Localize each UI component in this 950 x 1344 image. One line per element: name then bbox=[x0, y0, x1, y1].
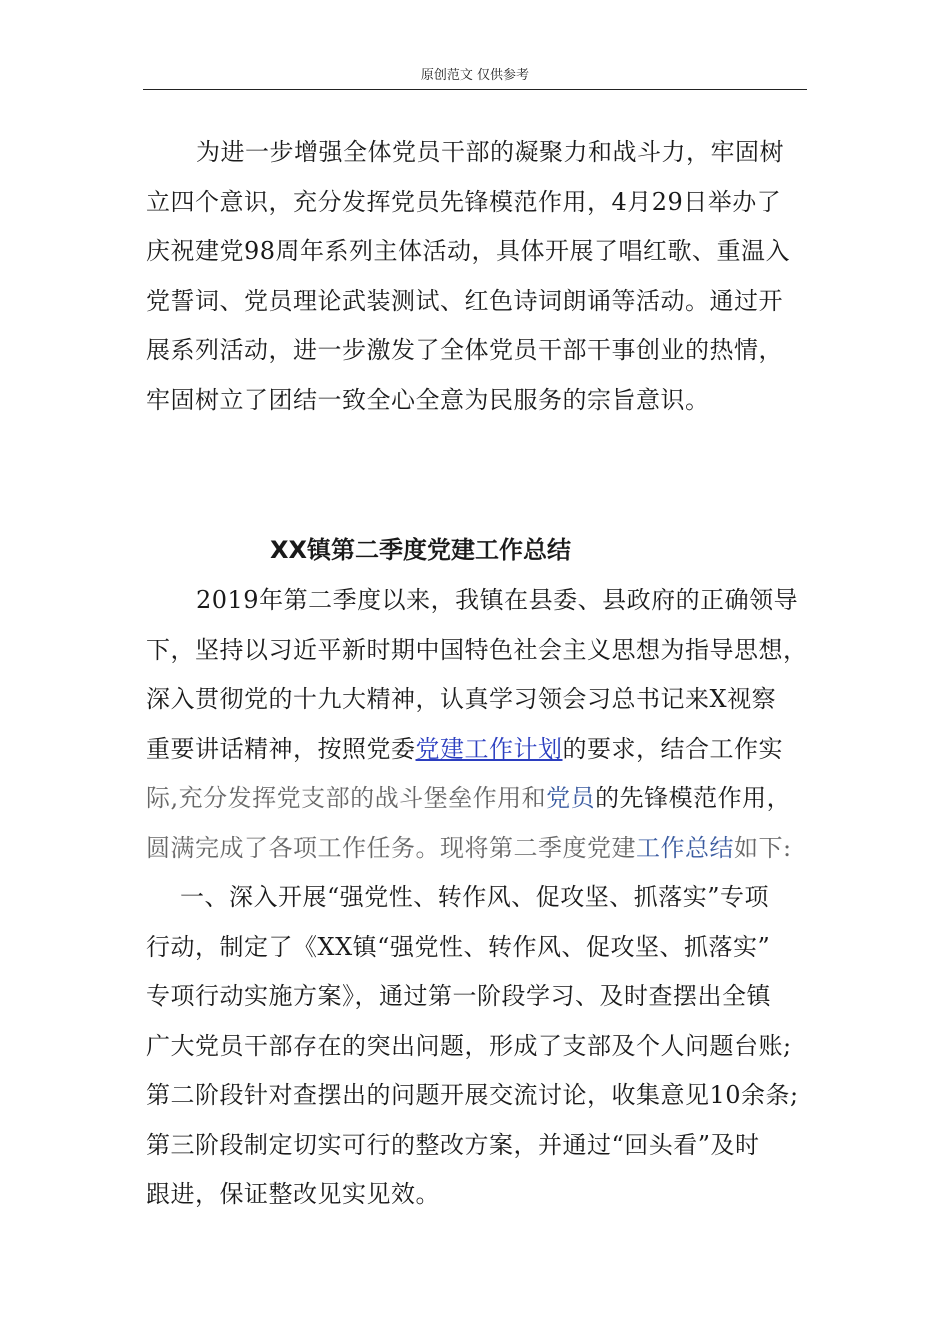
paragraph-line: 跟进，保证整改见实见效。 bbox=[146, 1180, 440, 1208]
document-title: XX镇第二季度党建工作总结 bbox=[270, 536, 572, 564]
paragraph-line bbox=[146, 774, 811, 824]
page-header: 原创范文 仅供参考 bbox=[143, 64, 807, 90]
intro-paragraph bbox=[146, 128, 811, 425]
paragraph-line: 党誓词、党员理论武装测试、红色诗词朗诵等活动。通过开 bbox=[146, 286, 783, 315]
party-member-keyword: 党员 bbox=[546, 784, 596, 812]
paragraph-line: 广大党员干部存在的突出问题，形成了支部及个人问题台账; bbox=[146, 1031, 792, 1060]
paragraph-line: 庆祝建党98周年系列主体活动，具体开展了唱红歌、重温入 bbox=[146, 237, 791, 265]
summary-body bbox=[146, 576, 811, 1220]
paragraph-line: 行动，制定了《XX镇“强党性、转作风、促攻坚、抓落实” bbox=[146, 932, 771, 961]
text-segment: 的要求，结合工作实 bbox=[562, 734, 783, 763]
paragraph-line: 展系列活动，进一步激发了全体党员干部干事创业的热情， bbox=[146, 336, 783, 364]
paragraph-line bbox=[146, 725, 811, 775]
paragraph-line: 牢固树立了团结一致全心全意为民服务的宗旨意识。 bbox=[146, 385, 710, 414]
text-segment: 如下: bbox=[734, 833, 792, 862]
paragraph-line: 下，坚持以习近平新时期中国特色社会主义思想为指导思想， bbox=[146, 635, 808, 664]
party-work-plan-link[interactable]: 党建工作计划 bbox=[415, 734, 563, 763]
paragraph-line: 第二阶段针对查摆出的问题开展交流讨论，收集意见10余条; bbox=[146, 1081, 799, 1109]
text-segment: 的先锋模范作用， bbox=[595, 784, 792, 812]
paragraph-line bbox=[146, 824, 811, 874]
paragraph-line: 一、深入开展“强党性、转作风、促攻坚、抓落实”专项 bbox=[180, 883, 770, 911]
work-summary-keyword: 工作总结 bbox=[636, 833, 734, 862]
paragraph-line: 第三阶段制定切实可行的整改方案，并通过“回头看”及时 bbox=[146, 1130, 760, 1159]
text-segment: 重要讲话精神，按照党委 bbox=[146, 734, 416, 763]
text-segment: 圆满完成了各项工作任务。现将第二季度党建 bbox=[146, 833, 636, 862]
paragraph-line: 立四个意识，充分发挥党员先锋模范作用，4月29日举办了 bbox=[146, 187, 782, 216]
paragraph-line: 2019年第二季度以来，我镇在县委、县政府的正确领导 bbox=[196, 586, 799, 614]
paragraph-line: 专项行动实施方案》，通过第一阶段学习、及时查摆出全镇 bbox=[146, 982, 771, 1010]
text-segment: 际,充分发挥党支部的战斗堡垒作用和 bbox=[146, 784, 547, 812]
paragraph-line: 为进一步增强全体党员干部的凝聚力和战斗力，牢固树 bbox=[196, 138, 784, 166]
paragraph-line: 深入贯彻党的十九大精神，认真学习领会习总书记来X视察 bbox=[146, 685, 777, 713]
